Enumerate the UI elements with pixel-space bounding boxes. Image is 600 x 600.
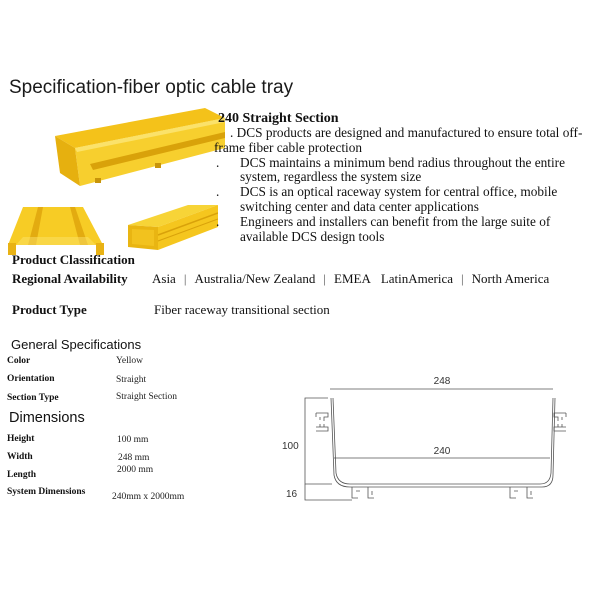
region-item: Australia/New Zealand <box>194 271 316 286</box>
dimension-value: 240mm x 2000mm <box>112 492 185 502</box>
spec-value: Straight Section <box>116 392 177 402</box>
feature-item: . DCS maintains a minimum bend radius throughout the entire system, regardless the system size <box>216 154 565 185</box>
dimension-value: 100 mm <box>117 435 149 445</box>
bullet-marker: . <box>216 154 220 170</box>
region-item: North America <box>471 271 550 286</box>
spec-label: Orientation <box>7 374 55 384</box>
spec-value: Yellow <box>116 356 144 366</box>
section-title: 240 Straight Section <box>218 111 339 126</box>
region-item: EMEA <box>334 271 371 286</box>
separator: | <box>461 271 464 286</box>
separator: | <box>323 271 326 286</box>
dimension-label: System Dimensions <box>7 487 86 497</box>
dimensions-heading: Dimensions <box>9 410 85 426</box>
spec-label: Section Type <box>7 393 59 403</box>
feature-list <box>214 126 600 244</box>
general-specs-heading: General Specifications <box>11 337 142 352</box>
page-title: Specification-fiber optic cable tray <box>9 77 294 98</box>
spec-label: Color <box>7 356 31 366</box>
classification-heading: Product Classification <box>12 252 135 267</box>
dimension-value: 2000 mm <box>117 465 154 475</box>
dimension-label: Length <box>7 470 37 480</box>
region-item: Asia <box>152 271 176 286</box>
separator: | <box>183 271 187 286</box>
feature-item: . Engineers and installers can benefit from the large suite of available DCS design tools <box>216 213 551 244</box>
base-label: 16 <box>286 489 298 500</box>
product-type-value: Fiber raceway transitional section <box>154 302 330 317</box>
dimension-value: 248 mm <box>118 453 150 463</box>
region-list <box>152 271 549 287</box>
tray-cover-image <box>8 205 108 255</box>
inner-width-label: 240 <box>433 446 451 457</box>
cross-section-diagram <box>270 365 580 515</box>
product-type-label: Product Type <box>12 302 87 317</box>
dimension-label: Width <box>7 452 33 462</box>
bullet-marker: . <box>216 184 220 200</box>
feature-item: . DCS is an optical raceway system for central office, mobile switching center and data center applications <box>216 184 558 214</box>
outer-width-label: 248 <box>433 376 451 387</box>
dimension-label: Height <box>7 434 35 444</box>
spec-value: Straight <box>116 375 147 385</box>
feature-item: . DCS products are designed and manufactured to ensure total off-frame fiber cable protection <box>214 125 583 155</box>
bullet-marker: . <box>216 213 220 229</box>
regional-availability-label: Regional Availability <box>12 271 128 286</box>
region-item: LatinAmerica <box>380 271 454 286</box>
tray-section-image <box>128 205 218 255</box>
height-label: 100 <box>282 441 299 452</box>
cable-tray-image <box>55 108 225 188</box>
